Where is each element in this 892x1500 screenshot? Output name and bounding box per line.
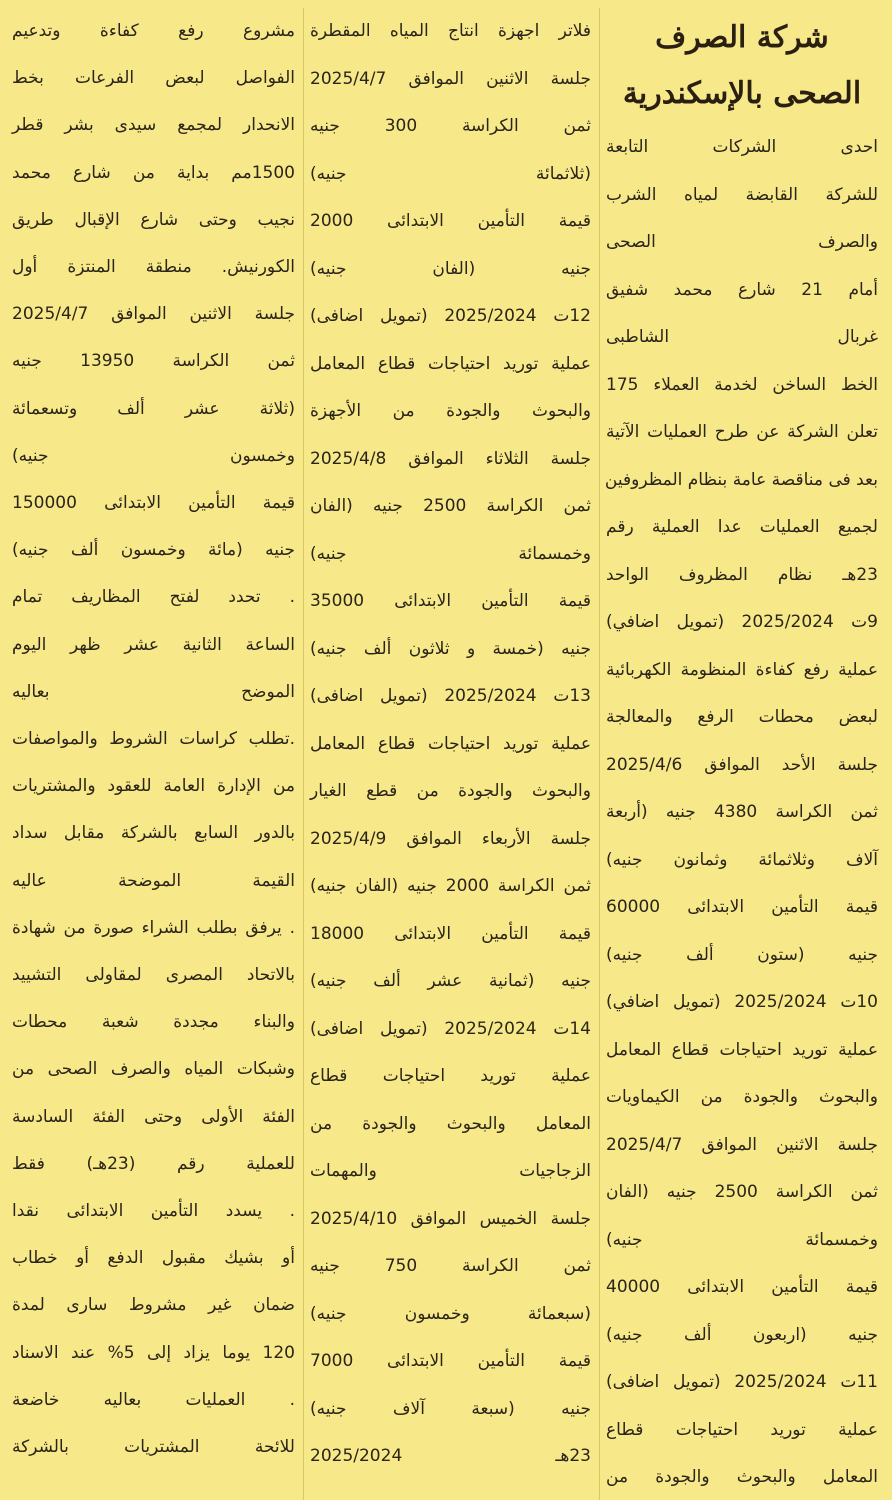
text-line: 9ت 2025/2024 (تمويل اضافي)	[606, 612, 878, 632]
text-line: (ثلاثة عشر ألف وتسعمائة	[12, 398, 295, 419]
text-line: الخط الساخن لخدمة العملاء 175	[606, 374, 878, 395]
text-line: من الإدارة العامة للعقود والمشتريات	[12, 776, 295, 797]
text-line: بالدور السابع بالشركة مقابل سداد	[12, 823, 295, 844]
text-line: الساعة الثانية عشر ظهر اليوم	[12, 634, 295, 655]
text-line: قيمة التأمين الابتدائى 60000	[606, 897, 878, 917]
text-line: جنيه (اربعون ألف جنيه)	[606, 1324, 878, 1345]
text-line: ثمن الكراسة 13950 جنيه	[12, 351, 295, 372]
text-line: جنيه (خمسة و ثلاثون ألف جنيه)	[310, 638, 591, 659]
company-name-line-1: شركة الصرف	[655, 20, 829, 55]
text-line: قيمة التأمين الابتدائى 18000	[310, 923, 591, 944]
text-line: وشبكات المياه والصرف الصحى من	[12, 1059, 295, 1080]
text-line: عملية توريد احتياجات قطاع	[310, 1066, 591, 1086]
text-line: . يرفق بطلب الشراء صورة من شهادة	[12, 917, 295, 938]
text-line: عملية توريد احتياجات قطاع	[606, 1419, 878, 1440]
column-3	[6, 8, 304, 1500]
text-line: ثمن الكراسة 4380 جنيه (أربعة	[606, 802, 878, 822]
text-line: . يسدد التأمين الابتدائى نقدا	[12, 1201, 295, 1222]
text-line: 23هـ نظام المظروف الواحد	[606, 564, 878, 585]
text-line: للائحة المشتريات بالشركة	[12, 1437, 295, 1458]
text-line: المعامل والبحوث والجودة من	[606, 1467, 878, 1487]
text-line: (ثلاثمائة جنيه)	[310, 163, 591, 184]
text-line: جنيه (ستون ألف جنيه)	[606, 944, 878, 965]
text-line: وخمسون جنيه)	[12, 445, 295, 466]
text-line: نجيب وحتى شارع الإقبال طريق	[12, 209, 295, 230]
text-line: 11ت 2025/2024 (تمويل اضافى)	[606, 1372, 878, 1392]
text-line: ثمن الكراسة 2500 جنيه (الفان	[606, 1182, 878, 1202]
text-line: ثمن الكراسة 300 جنيه	[310, 116, 591, 136]
text-line: ضمان غير مشروط سارى لمدة	[12, 1295, 295, 1316]
text-line: جلسة الأربعاء الموافق 2025/4/9	[310, 828, 591, 849]
text-line: جنيه (الفان جنيه)	[310, 258, 591, 279]
text-line: وخمسمائة جنيه)	[310, 543, 591, 564]
text-line: جلسة الأحد الموافق 2025/4/6	[606, 754, 878, 775]
text-line: المعامل والبحوث والجودة من	[310, 1113, 591, 1134]
text-line: 120 يوما يزاد إلى 5% عند الاسناد	[12, 1342, 295, 1363]
column-2	[304, 8, 600, 1500]
text-line: . تحدد لفتح المظاريف تمام	[12, 587, 295, 608]
text-line: قيمة التأمين الابتدائى 2000	[310, 211, 591, 231]
text-line: الفئة الأولى وحتى الفئة السادسة	[12, 1106, 295, 1127]
text-line: احدى الشركات التابعة	[606, 137, 878, 157]
text-line: الزجاجيات والمهمات	[310, 1161, 591, 1181]
text-line: والبناء مجددة شعبة محطات	[12, 1012, 295, 1033]
text-line: ثمن الكراسة 2000 جنيه (الفان جنيه)	[310, 876, 591, 896]
text-line: تعلن الشركة عن طرح العمليات الآتية	[606, 422, 878, 442]
text-line: أمام 21 شارع محمد شفيق	[606, 279, 878, 300]
text-line: آلاف وثلاثمائة وثمانون جنيه)	[606, 849, 878, 870]
text-line: بالاتحاد المصرى لمقاولى التشييد	[12, 965, 295, 986]
text-line: عملية توريد احتياجات قطاع المعامل	[310, 733, 591, 754]
text-line: قيمة التأمين الابتدائى 40000	[606, 1277, 878, 1297]
text-line: لبعض محطات الرفع والمعالجة	[606, 707, 878, 727]
text-line: وخمسمائة جنيه)	[606, 1229, 878, 1250]
text-line: للعملية رقم (23هـ) فقط	[12, 1153, 295, 1174]
text-line: 13ت 2025/2024 (تمويل اضافى)	[310, 686, 591, 706]
text-line: الانحدار لمجمع سيدى بشر قطر	[12, 115, 295, 136]
text-line: جلسة الاثنين الموافق 2025/4/7	[606, 1134, 878, 1155]
text-line: والصرف الصحى	[606, 232, 878, 252]
text-line: فلاتر اجهزة انتاج المياه المقطرة	[310, 21, 591, 41]
text-line: ثمن الكراسة 750 جنيه	[310, 1256, 591, 1276]
text-line: جلسة الاثنين الموافق 2025/4/7	[310, 68, 591, 89]
text-line: قيمة التأمين الابتدائى 35000	[310, 591, 591, 611]
text-line: لجميع العمليات عدا العملية رقم	[606, 517, 878, 537]
text-line: بعد فى مناقصة عامة بنظام المظروفين	[604, 469, 878, 490]
text-line: مشروع رفع كفاءة وتدعيم	[12, 21, 295, 41]
text-line: (سبعمائة وخمسون جنيه)	[310, 1303, 591, 1324]
text-line: عملية توريد احتياجات قطاع المعامل	[606, 1039, 878, 1060]
text-line: والبحوث والجودة من قطع الغيار	[310, 781, 591, 801]
text-line: والبحوث والجودة من الأجهزة	[310, 401, 591, 421]
text-line: 14ت 2025/2024 (تمويل اضافى)	[310, 1018, 591, 1039]
text-line: . العمليات بعاليه خاضعة	[12, 1389, 295, 1410]
text-line: قيمة التأمين الابتدائى 150000	[12, 493, 295, 514]
text-line: قيمة التأمين الابتدائى 7000	[310, 1351, 591, 1371]
text-line: جلسة الثلاثاء الموافق 2025/4/8	[310, 448, 591, 469]
text-line: 1500مم بداية من شارع محمد	[12, 162, 295, 183]
text-line: والبحوث والجودة من الكيماويات	[606, 1087, 878, 1107]
column-1-text	[606, 124, 878, 1500]
column-1	[600, 8, 886, 1500]
text-line: جنيه (ثمانية عشر ألف جنيه)	[310, 971, 591, 991]
text-line: للشركة القابضة لمياه الشرب	[606, 184, 878, 205]
text-line: غربال الشاطبى	[606, 327, 878, 347]
text-line: جلسة الخميس الموافق 2025/4/10	[310, 1208, 591, 1229]
text-line: عملية توريد احتياجات قطاع المعامل	[310, 353, 591, 374]
text-line: ثمن الكراسة 2500 جنيه (الفان	[310, 496, 591, 516]
text-line: جنيه (سبعة آلاف جنيه)	[310, 1398, 591, 1419]
text-line: عملية رفع كفاءة المنظومة الكهربائية	[606, 659, 878, 680]
text-line: الموضح بعاليه	[12, 681, 295, 702]
text-line: الفواصل لبعض الفرعات بخط	[12, 68, 295, 89]
column-2-text	[310, 8, 591, 1481]
text-line: أو بشيك مقبول الدفع أو خطاب	[12, 1248, 295, 1269]
company-name-line-2: الصحى بالإسكندرية	[622, 76, 862, 111]
text-line: 23هـ 2025/2024	[310, 1446, 591, 1466]
text-line: جنيه (مائة وخمسون ألف جنيه)	[12, 540, 295, 561]
text-line: الكورنيش. منطقة المنتزة أول	[12, 257, 295, 278]
text-line: القيمة الموضحة عاليه	[12, 870, 295, 891]
column-3-text	[12, 8, 295, 1471]
text-line: 12ت 2025/2024 (تمويل اضافى)	[310, 306, 591, 326]
text-line: جلسة الاثنين الموافق 2025/4/7	[12, 304, 295, 325]
text-line: 10ت 2025/2024 (تمويل اضافي)	[606, 992, 878, 1012]
text-line: .تطلب كراسات الشروط والمواصفات	[12, 729, 295, 750]
